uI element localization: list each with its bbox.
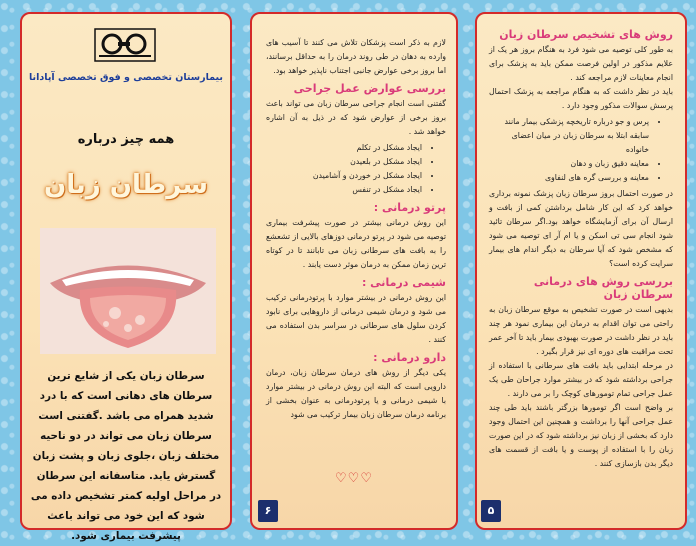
- hospital-logo: [94, 28, 156, 62]
- section-heading: روش های تشخیص سرطان زبان: [499, 28, 673, 41]
- paragraph: در صورت احتمال بروز سرطان زبان پزشک نمونه برداری خواهد کرد که این کار شامل برداشتن کمی از بافت و ارسال آن برای آزمایشگاه خواهد بود.اگر سرطان تائید شود انجام سی تی اسکن و یا ام آر ای توصیه می شود که مشخص شود که آیا سرطان به دیگر اندام های بیمار سرایت کرده است؟: [489, 189, 673, 268]
- page-number: ۶: [258, 500, 278, 522]
- page-number: ۵: [481, 500, 501, 522]
- section-heading: بررسی عوارض عمل جراحی: [293, 82, 446, 95]
- paragraph: لازم به ذکر است پزشکان تلاش می کنند تا آسیب های وارده به دهان در طی روند درمان را به حداقل برسانند، اما بروز برخی عوارض جانبی اجتناب ناپذیر خواهد بود.: [266, 38, 446, 75]
- list-item: • ایجاد مشکل در خوردن و آشامیدن: [266, 169, 422, 183]
- paragraph: یکی دیگر از روش های درمان سرطان زبان، درمان دارویی است که البته این روش درمانی در بیشتر موارد با شیمی درمانی و یا پرتودرمانی به عنوان بخشی از برنامه درمان سرطان زبان بیمار ترکیب می شود: [266, 368, 446, 419]
- side-effects-list: [266, 141, 432, 197]
- list-item: • پرس و جو درباره تاریخچه پزشکی بیمار مانند سابقه ابتلا به سرطان زبان در میان اعضای خانواده: [489, 115, 649, 157]
- section-heading: بررسی روش های درمانی سرطان زبان: [533, 275, 673, 301]
- hearts-decoration: ♡♡♡: [335, 471, 373, 486]
- paragraph: این روش درمانی بیشتر در صورت پیشرفت بیماری توصیه می شود در پرتو درمانی دوزهای بالایی از تشعشع را به بافت های سرطانی زبان می تابانند تا در کوتاه ترین زمان ممکن به درمان موثر دست یابند .: [266, 218, 446, 269]
- paragraph: باید در نظر داشت که به هنگام مراجعه به پزشک احتمال پرسش سوالات مذکور وجود دارد .: [489, 87, 673, 110]
- paragraph: در مرحله ابتدایی باید بافت های سرطانی با استفاده از جراحی برداشته شود که در بیشتر موارد جراحان طی یک عمل جراحی تمام تومورهای کوچک را بر می دارند .: [489, 361, 673, 398]
- hospital-name: بیمارستان تخصصی و فوق تخصصی آپادانا: [28, 72, 223, 83]
- paragraph: بر واضح است اگر تومورها بزرگتر باشند باید طی چند عمل جراحی آنها را برداشت و همچنین این احتمال وجود دارد که بخشی از زبان نیز برداشته شود که در این صورت زبان را با استفاده از پوست و یا بافت از قسمت های دیگر بدن بازسازی کنند .: [489, 403, 673, 468]
- cover-title: سرطان زبان: [44, 170, 208, 200]
- list-item: • ایجاد مشکل در تکلم: [266, 141, 422, 155]
- list-item: • ایجاد مشکل در بلعیدن: [266, 155, 422, 169]
- list-item: • معاینه دقیق زبان و دهان: [489, 157, 649, 171]
- cover-panel: [20, 12, 232, 542]
- about-heading: همه چیز درباره: [77, 132, 175, 147]
- side-effects-panel: [250, 12, 458, 530]
- list-item: • ایجاد مشکل در تنفس: [266, 183, 422, 197]
- section-heading: شیمی درمانی :: [361, 276, 446, 289]
- paragraph: این روش درمانی در بیشتر موارد با پرتودرمانی ترکیب می شود و درمان شیمی درمانی از داروهایی برای نابود کردن سلول های سرطانی در سراسر بدن استفاده می کنند .: [266, 293, 446, 344]
- section-heading: دارو درمانی :: [373, 351, 446, 364]
- intro-text: سرطان زبان یکی از شایع ترین سرطان های دهانی است که با درد شدید همراه می باشد .گفتنی است سرطان زبان می تواند در دو ناحیه مختلف زبان ،جلوی زبان و پشت زبان گسترش یابد. متاسفانه این سرطان در مراحل اولیه کمتر تشخیص داده می شود که این خود می تواند باعث پیشرفت بیماری شود.: [30, 370, 222, 542]
- paragraph: به طور کلی توصیه می شود فرد به هنگام بروز هر یک از علایم مذکور در اولین فرصت ممکن باید به پزشک برای انجام معاینات لازم مراجعه کند .: [489, 45, 673, 82]
- diagnosis-list: [489, 115, 659, 185]
- paragraph: بدیهی است در صورت تشخیص به موقع سرطان زبان به راحتی می توان اقدام به درمان این بیماری نمود هر چند باید در نظر داشت در صورت بهبودی بیمار باید تا آخر عمر تحت مراقبت های دوره ای نیز قرار بگیرد .: [489, 305, 673, 356]
- diagnosis-panel: [475, 12, 687, 530]
- paragraph: گفتنی است انجام جراحی سرطان زبان می تواند باعث بروز برخی از عوارض شود که در ذیل به آن اشاره خواهد شد .: [266, 99, 446, 136]
- list-item: • معاینه و بررسی گره های لنفاوی: [489, 171, 649, 185]
- tongue-photo: [40, 228, 216, 354]
- section-heading: پرتو درمانی :: [373, 201, 446, 214]
